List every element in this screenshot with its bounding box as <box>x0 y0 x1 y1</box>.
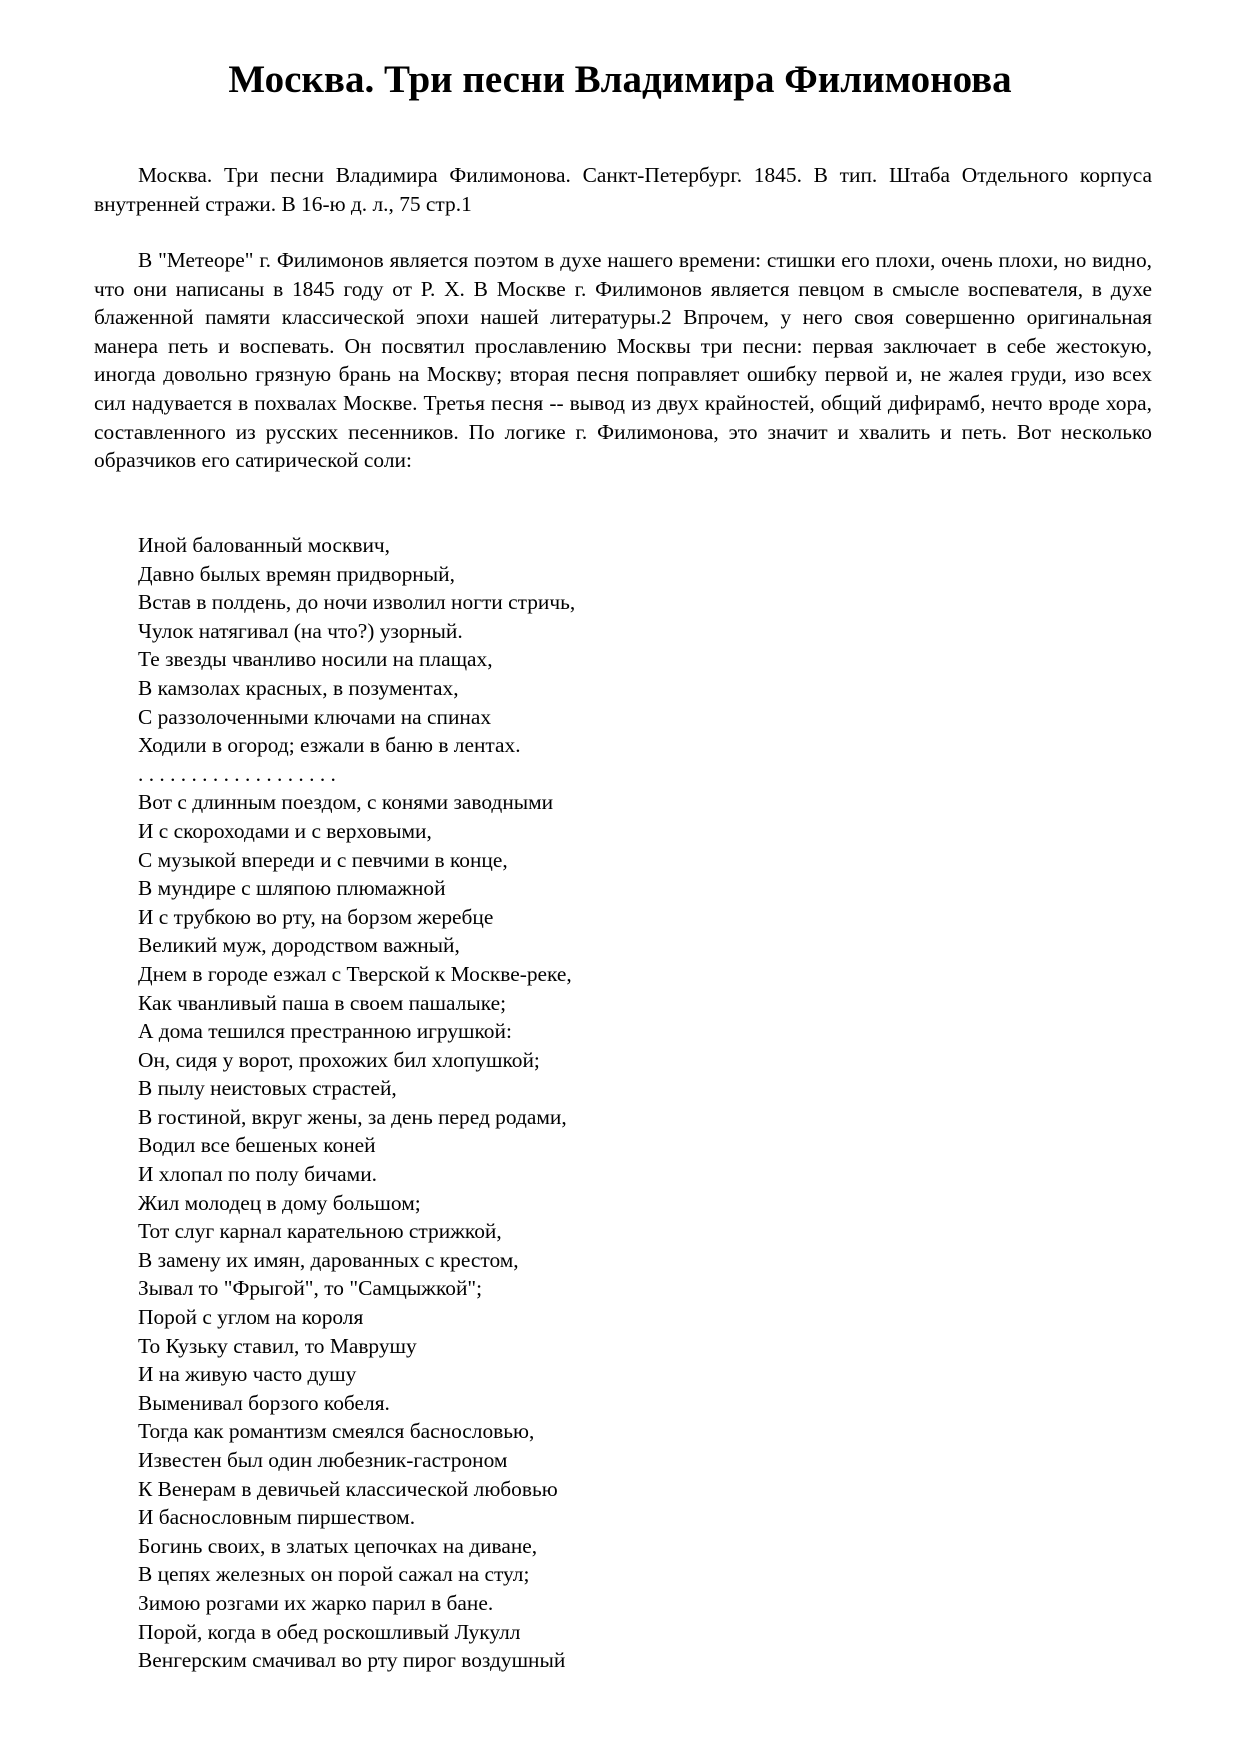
poem-line: Как чванливый паша в своем пашалыке; <box>138 990 507 1015</box>
poem-ellipsis: . . . . . . . . . . . . . . . . . . . <box>138 761 336 786</box>
poem-line: С раззолоченными ключами на спинах <box>138 704 492 729</box>
poem-line: И с трубкою во рту, на борзом жеребце <box>138 904 494 929</box>
poem-line: Богинь своих, в златых цепочках на диване, <box>138 1533 538 1558</box>
poem-line: Чулок натягивал (на что?) узорный. <box>138 618 463 643</box>
poem-line: Зимою розгами их жарко парил в бане. <box>138 1590 494 1615</box>
poem-line: В замену их имян, дарованных с крестом, <box>138 1247 519 1272</box>
poem-line: Встав в полдень, до ночи изволил ногти стричь, <box>138 590 576 615</box>
poem-line: Известен был один любезник-гастроном <box>138 1448 508 1472</box>
poem-line: Давно былых времян придворный, <box>138 561 455 586</box>
poem-line: Днем в городе езжал с Тверской к Москве-реке, <box>138 961 572 986</box>
poem-line: И баснословным пиршеством. <box>138 1505 416 1530</box>
poem-line: Те звезды чванливо носили на плащах, <box>138 647 493 672</box>
poem-line: В мундире с шляпою плюмажной <box>138 876 446 901</box>
poem-line: В гостиной, вкруг жены, за день перед родами, <box>138 1104 567 1129</box>
poem-line: Порой, когда в обед роскошливый Лукулл <box>138 1619 521 1644</box>
poem-line: Вот с длинным поездом, с конями заводными <box>138 790 554 815</box>
poem-line: И хлопал по полу бичами. <box>138 1162 377 1187</box>
poem-line: Тот слуг карнал карательною стрижкой, <box>138 1219 502 1244</box>
poem-line: Великий муж, дородством важный, <box>138 933 460 958</box>
poem-line: И на живую часто душу <box>138 1362 357 1387</box>
document-title: Москва. Три песни Владимира Филимонова <box>228 58 1012 101</box>
poem-line: Он, сидя у ворот, прохожих бил хлопушкой; <box>138 1047 540 1072</box>
poem-line: В камзолах красных, в позументах, <box>138 675 459 700</box>
poem-line: В цепях железных он порой сажал на стул; <box>138 1562 530 1587</box>
poem-line: Иной балованный москвич, <box>138 533 390 557</box>
poem-line: То Кузьку ставил, то Маврушу <box>138 1333 417 1358</box>
poem-line: С музыкой впереди и с певчими в конце, <box>138 847 508 872</box>
poem-line: Водил все бешеных коней <box>138 1133 376 1158</box>
poem-line: Венгерским смачивал во рту пирог воздушный <box>138 1648 566 1673</box>
poem-line: И с скороходами и с верховыми, <box>138 818 432 843</box>
poem-line: Выменивал борзого кобеля. <box>138 1390 390 1415</box>
poem-line: Тогда как романтизм смеялся баснословью, <box>138 1419 535 1444</box>
poem-line: Жил молодец в дому большом; <box>138 1190 421 1215</box>
body-paragraph: В "Метеоре" г. Филимонов является поэтом в духе нашего времени: стишки его плохи, очень плохи, но видно, что они написаны в 1845 году от Р. Х. В Москве г. Филимонов является певцом в смысле воспевателя, в духе блаженной памяти классической эпохи нашей литературы.2 Впрочем, у него своя совершенно оригинальная манера петь и воспевать. Он посвятил прославлению Москвы три песни: первая заключает в себе жестокую, иногда довольно грязную брань на Москву; вторая песня поправляет ошибку первой и, не жалея груди, изо всех сил надувается в похвалах Москве. Третья песня -- вывод из двух крайностей, общий дифирамб, нечто вроде хора, составленного из русских песенников. По логике г. Филимонова, это значит и хвалить и петь. Вот несколько образчиков его сатирической соли: <box>94 248 1152 473</box>
poem-line: Зывал то "Фрыгой", то "Самцыжкой"; <box>138 1276 483 1301</box>
poem-line: Порой с углом на короля <box>138 1305 364 1330</box>
poem-line: В пылу неистовых страстей, <box>138 1076 397 1101</box>
poem-line: К Венерам в девичьей классической любовью <box>138 1476 558 1501</box>
poem-line: Ходили в огород; езжали в баню в лентах. <box>138 733 521 758</box>
intro-paragraph: Москва. Три песни Владимира Филимонова. Санкт-Петербург. 1845. В тип. Штаба Отдельного корпуса внутренней стражи. В 16-ю д. л., 75 стр.1 <box>94 163 1152 216</box>
poem-excerpt <box>138 531 1038 1675</box>
poem-line: А дома тешился престранною игрушкой: <box>138 1019 512 1044</box>
